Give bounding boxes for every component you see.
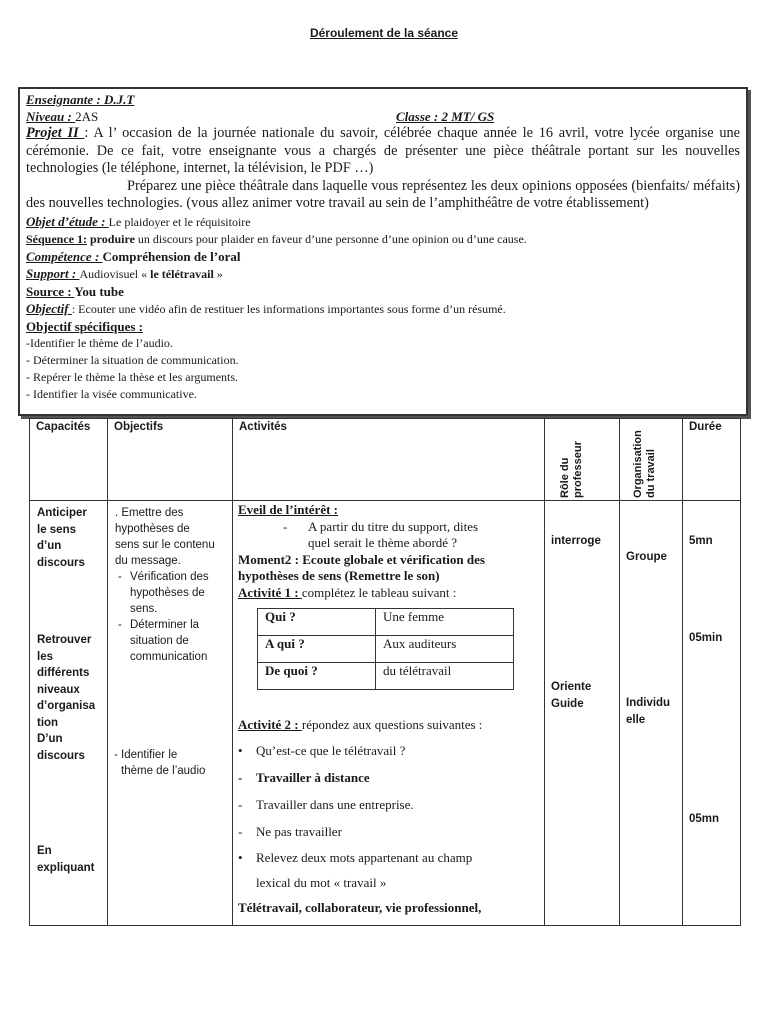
objectif-item: - Déterminer la situation de communication. bbox=[26, 352, 239, 367]
duree-cell bbox=[683, 501, 741, 926]
activites-cell bbox=[233, 501, 545, 926]
sequence-value: un discours pour plaider en faveur d’une personne d’une opinion ou d’une cause. bbox=[134, 231, 527, 246]
sequence-label: Séquence 1: bbox=[26, 231, 87, 246]
header-organisation: Organisation du travail bbox=[632, 430, 657, 498]
activite-2: Activité 2 : répondez aux questions suivantes : bbox=[238, 717, 483, 732]
objectif-verification: - Vérification des hypothèses de sens. - Déterminer la situation de communication bbox=[118, 571, 209, 663]
header-capacites: Capacités bbox=[30, 419, 108, 501]
objectif-item: -Identifier le thème de l’audio. bbox=[26, 335, 173, 350]
enseignante-label: Enseignante : D.J.T bbox=[26, 92, 135, 107]
objet-label: Objet d’étude : bbox=[26, 213, 109, 229]
question-relevez-suite: lexical du mot « travail » bbox=[256, 875, 387, 890]
eveil-label: Eveil de l’intérêt : bbox=[238, 502, 338, 517]
objectif-value: : Ecouter une vidéo afin de restituer les informations importantes sous forme d’un résumé. bbox=[71, 301, 506, 316]
objectif-label: Objectif bbox=[26, 300, 72, 316]
eveil-question: - A partir du titre du support, dites quel serait le thème abordé ? bbox=[283, 519, 479, 550]
aqui-row: A qui ? Aux auditeurs bbox=[258, 636, 514, 663]
role-oriente-guide: Oriente Guide bbox=[551, 681, 592, 710]
question-teletravail: • Qu’est-ce que le télétravail ? bbox=[238, 743, 406, 758]
source-value: You tube bbox=[74, 283, 124, 299]
organisation-cell bbox=[620, 501, 683, 926]
sequence-bold: produire bbox=[87, 231, 135, 246]
capacite-retrouver: Retrouver les différents niveaux d’organisa tion D’un discours bbox=[37, 634, 96, 762]
qui-table bbox=[257, 608, 514, 690]
niveau-label: Niveau : bbox=[26, 109, 76, 124]
competence-label: Compétence : bbox=[26, 248, 103, 264]
organisation-individuelle: Individu elle bbox=[626, 697, 671, 726]
lesson-table bbox=[29, 418, 741, 926]
role-cell bbox=[545, 501, 620, 926]
reponse-relevez: Télétravail, collaborateur, vie professionnel, bbox=[238, 900, 482, 915]
reponse-3: - Ne pas travailler bbox=[238, 824, 342, 839]
support-bold: le télétravail bbox=[150, 266, 214, 281]
reponse-2: - Travailler dans une entreprise. bbox=[238, 797, 414, 812]
projet-paragraph bbox=[26, 125, 740, 178]
capacites-cell bbox=[30, 501, 108, 926]
duree-2: 05min bbox=[689, 632, 723, 644]
page-title: Déroulement de la séance bbox=[309, 26, 459, 40]
header-objectifs: Objectifs bbox=[108, 419, 233, 501]
header-duree: Durée bbox=[683, 419, 741, 501]
projet-text: : A l’ occasion de la journée nationale du savoir, célébrée chaque année le 16 avril, votre lycée organise une cérémonie. De ce fait, votre enseignante vous a chargés de présenter une pièce théâtrale portant sur les nouvelles technologies (le téléphone, internet, la télévision, le PDF …) bbox=[26, 125, 740, 176]
support-value: Audiovisuel « bbox=[79, 266, 151, 281]
objectif-item: - Repérer le thème la thèse et les arguments. bbox=[26, 369, 239, 384]
qui-row: Qui ? Une femme bbox=[258, 609, 514, 636]
support-end: » bbox=[213, 266, 223, 281]
competence-value: Compréhension de l’oral bbox=[102, 248, 241, 264]
consigne-paragraph: Préparez une pièce théâtrale dans laquelle vous représentez les deux opinions opposées (bienfaits/ méfaits) des nouvelles technologies. (vous allez animer votre travail au sein de l’amphithéâtre de votre établissement) bbox=[26, 177, 740, 211]
objectif-identifier: - Identifier le thème de l’audio bbox=[114, 749, 206, 777]
objectif-emettre: . Emettre des hypothèses de sens sur le contenu du message. bbox=[115, 507, 215, 567]
objectifs-cell bbox=[108, 501, 233, 926]
classe-label: Classe : 2 MT/ GS bbox=[396, 109, 495, 124]
duree-1: 5mn bbox=[689, 535, 713, 547]
moment2-heading: Moment2 : Ecoute globale et vérification des hypothèses de sens (Remettre le son) bbox=[238, 552, 485, 583]
objectif-item: - Identifier la visée communicative. bbox=[26, 386, 197, 401]
support-label: Support : bbox=[26, 265, 80, 281]
reponse-1: - Travailler à distance bbox=[238, 770, 370, 785]
dequoi-row: De quoi ? du télétravail bbox=[258, 663, 514, 690]
header-role: Rôle du professeur bbox=[559, 441, 584, 498]
objet-value: Le plaidoyer et le réquisitoire bbox=[108, 214, 251, 229]
question-relevez: • Relevez deux mots appartenant au champ bbox=[238, 850, 473, 865]
capacite-expliquant: En expliquant bbox=[37, 845, 95, 874]
duree-3: 05mn bbox=[689, 813, 720, 825]
niveau-value: 2AS bbox=[75, 109, 99, 124]
lesson-header-box bbox=[18, 87, 748, 416]
objectifs-specifiques-label: Objectif spécifiques : bbox=[26, 318, 143, 334]
source-label: Source : bbox=[26, 283, 75, 299]
projet-label: Projet II bbox=[26, 125, 85, 141]
role-interroge: interroge bbox=[551, 535, 601, 547]
organisation-groupe: Groupe bbox=[626, 551, 667, 563]
activite-1: Activité 1 : complétez le tableau suivant : bbox=[238, 585, 457, 600]
header-activites: Activités bbox=[233, 419, 545, 501]
capacite-anticiper: Anticiper le sens d’un discours bbox=[37, 507, 87, 569]
